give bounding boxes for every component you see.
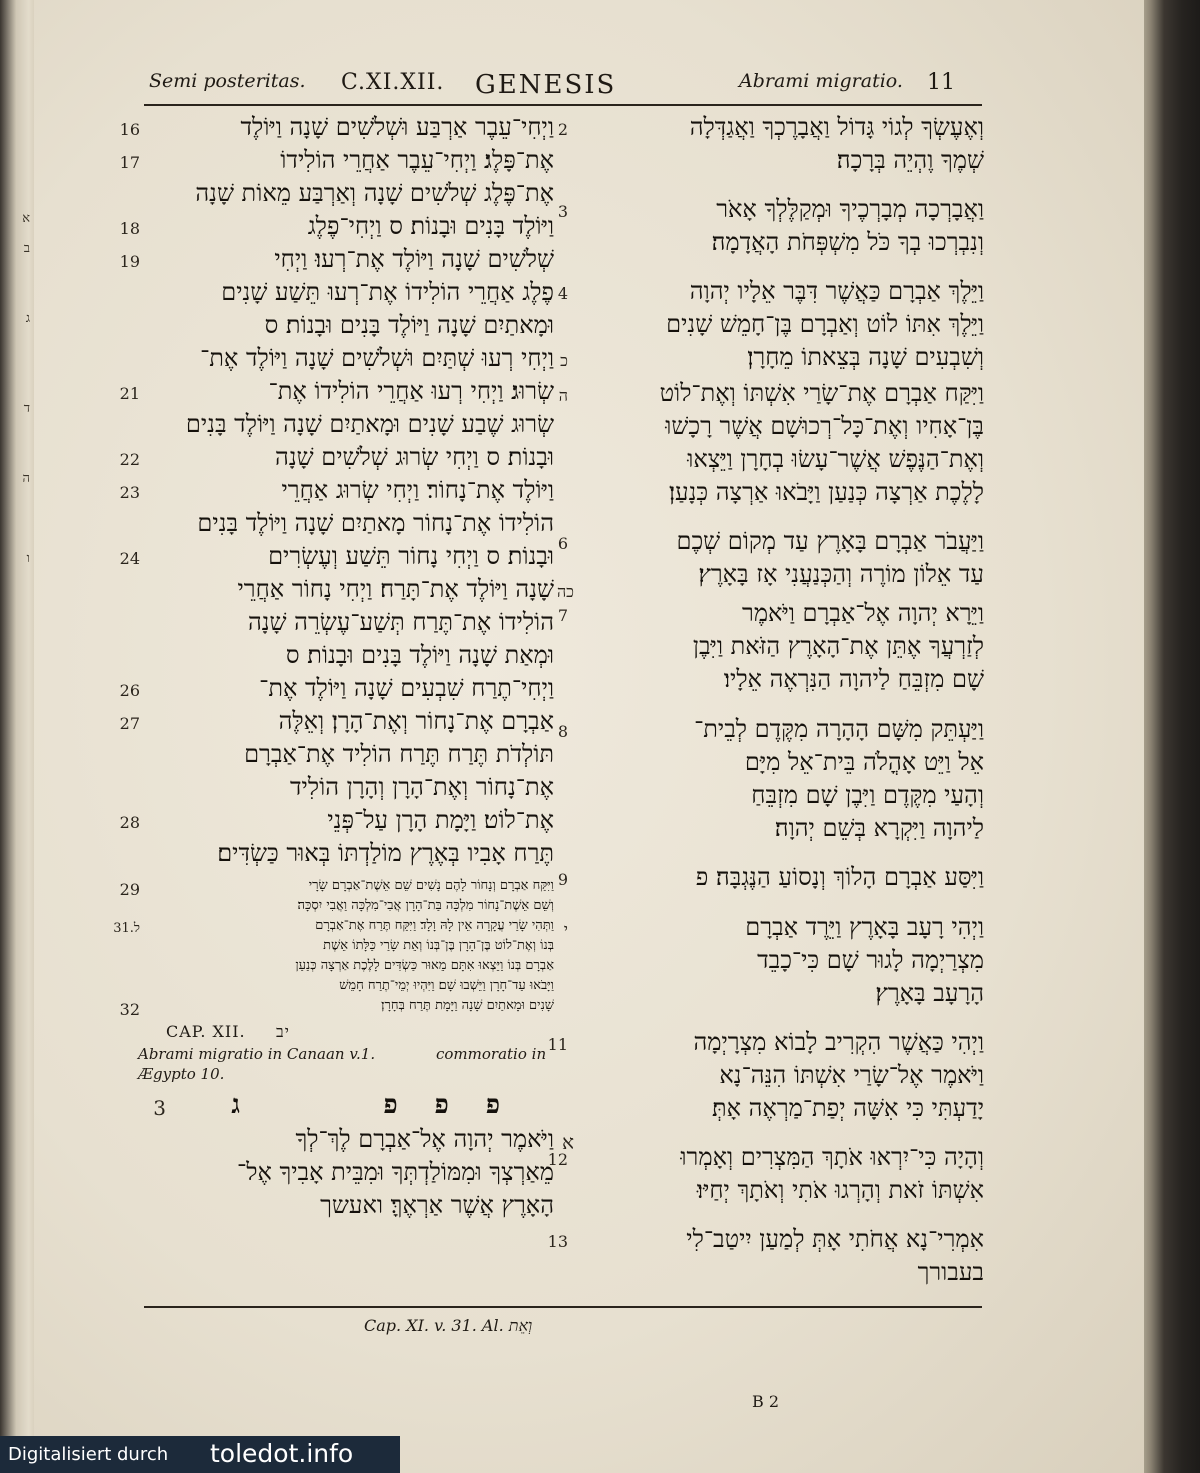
verse-number: 28 bbox=[119, 813, 140, 832]
text-line: וַיְחִי רְעוּ שְׁתַּיִם וּשְׁלֹשִׁים שָׁנָה וַיּוֹלֶד אֶת־ bbox=[200, 344, 554, 372]
text-line: הָרָעָב בָּאָרֶץ׃ bbox=[875, 979, 984, 1007]
book-spine-edge bbox=[1140, 0, 1200, 1473]
text-line: וַאֲבָרְכָה מְבָרְכֶיךָ וּמְקַלֶּלְךָ אָאֹר bbox=[716, 195, 984, 223]
text-line: הוֹלִידוֹ אֶת־נָחוֹר מָאתַיִם שָׁנָה וַיּוֹלֶד בָּנִים bbox=[197, 509, 554, 537]
text-line: עַד אֵלוֹן מוֹרֶה וְהַכְּנַעֲנִי אָז בָּאָרֶץ׃ bbox=[698, 560, 984, 588]
text-line: שְׁמֶךָ וֶהְיֵה בְּרָכָה׃ bbox=[836, 146, 984, 174]
parashah-marks: פ פ פ bbox=[383, 1090, 514, 1120]
text-line: וַיֹּאמֶר אֶל־שָׂרַי אִשְׁתּוֹ הִנֵּה־נָא bbox=[719, 1061, 984, 1089]
margin-mark: ד bbox=[23, 401, 30, 416]
small-text-line: וַתְּהִי שָׂרַי עֲקָרָה אֵין לָהּ וָלָד׃ וַיִּקַּח תֶּרַח אֶת־אַבְרָם bbox=[315, 918, 554, 933]
verse-number: 13 bbox=[547, 1232, 568, 1251]
header-rule bbox=[144, 104, 982, 106]
text-line: תֶּרַח אָבִיו בְּאֶרֶץ מוֹלַדְתּוֹ בְּאוּר כַּשְׂדִּים׃ bbox=[217, 839, 554, 867]
chapter-summary: Ægypto 10. bbox=[138, 1065, 225, 1083]
header-book-title: GENESIS bbox=[475, 70, 617, 100]
digitization-watermark[interactable] bbox=[0, 1436, 400, 1473]
verse-number: 12 bbox=[547, 1150, 568, 1169]
text-line: אֶת־נָחוֹר וְאֶת־הָרָן וְהָרָן הוֹלִיד bbox=[290, 773, 554, 801]
verse-number: 16 bbox=[119, 120, 140, 139]
verse-number: 18 bbox=[119, 219, 140, 238]
small-text-line: שָׁנִים וּמָאתַיִם שָׁנָה וַיָּמָת תֶּרַח בְּחָרָן׃ bbox=[381, 998, 554, 1013]
text-line: אֶת־פֶּלֶג שְׁלֹשִׁים שָׁנָה וְאַרְבַּע מֵאוֹת שָׁנָה bbox=[195, 179, 554, 207]
text-line: וְאֶעֶשְׂךָ לְגוֹי גָּדוֹל וַאֲבָרֶכְךָ וַאֲגַדְּלָה bbox=[689, 113, 984, 141]
verse-number: 17 bbox=[119, 153, 140, 172]
verse-number: 3 bbox=[153, 1096, 166, 1120]
header-right: Abrami migratio. bbox=[739, 70, 903, 92]
verse-number: כ bbox=[560, 351, 568, 370]
verse-number: 21 bbox=[119, 384, 140, 403]
text-line: וּבָנוֹת׃ ס וַיְחִי שְׂרוּג שְׁלֹשִׁים שָׁנָה bbox=[275, 443, 554, 471]
small-text-line: וַיִּקַּח אַבְרָם וְנָחוֹר לָהֶם נָשִׁים שֵׁם אֵשֶׁת־אַבְרָם שָׂרָי bbox=[308, 878, 554, 893]
verse-number: 8 bbox=[557, 722, 568, 741]
verse-number: 7 bbox=[557, 606, 568, 625]
book-page bbox=[34, 0, 1144, 1473]
margin-mark: ג bbox=[25, 311, 30, 326]
verse-number: 29 bbox=[119, 880, 140, 899]
text-line: וַיִּקַּח אַבְרָם אֶת־שָׂרַי אִשְׁתּוֹ וְאֶת־לוֹט bbox=[659, 379, 984, 407]
text-line: וַיִּסַּע אַבְרָם הָלוֹךְ וְנָסוֹעַ הַנֶּגְבָּה׃ פ bbox=[695, 863, 984, 891]
gimel-mark: ג bbox=[231, 1090, 254, 1120]
running-header bbox=[149, 70, 979, 108]
text-line: וְהָיָה כִּי־יִרְאוּ אֹתָךְ הַמִּצְרִים וְאָמְרוּ bbox=[680, 1143, 984, 1171]
text-line: תּוֹלְדֹת תֶּרַח תֶּרַח הוֹלִיד אֶת־אַבְרָם bbox=[244, 740, 554, 768]
verse-number: 9 bbox=[557, 870, 568, 889]
text-line: וְנִבְרְכוּ בְךָ כֹּל מִשְׁפְּחֹת הָאֲדָמָה׃ bbox=[711, 228, 984, 256]
verse-number: 26 bbox=[119, 681, 140, 700]
text-line: וַיַּעֲבֹר אַבְרָם בָּאָרֶץ עַד מְקוֹם שְׁכֶם bbox=[676, 527, 984, 555]
text-line: בֶּן־אָחִיו וְאֶת־כָּל־רְכוּשָׁם אֲשֶׁר רָכָשׁוּ bbox=[665, 412, 984, 440]
text-line: בעבורך bbox=[917, 1258, 984, 1286]
text-line: אִשְׁתּוֹ זֹאת וְהָרְגוּ אֹתִי וְאֹתָךְ יְחַיּוּ׃ bbox=[696, 1176, 984, 1204]
margin-mark: ה bbox=[22, 471, 30, 486]
margin-mark: א bbox=[22, 211, 30, 226]
text-line: וַיּוֹלֶד בָּנִים וּבָנוֹת׃ ס וַיְחִי־פֶלֶג bbox=[307, 212, 554, 240]
small-text-line: בְּנוֹ וְאֶת־לוֹט בֶּן־הָרָן בֶּן־בְּנוֹ וְאֵת שָׂרַי כַּלָּתוֹ אֵשֶׁת bbox=[323, 938, 554, 953]
chapter-summary: Abrami migratio in Canaan v.1. bbox=[138, 1045, 376, 1063]
verse-number: ל.31 bbox=[113, 921, 140, 936]
signature-mark: B 2 bbox=[752, 1392, 780, 1411]
verse-number: 19 bbox=[119, 252, 140, 271]
text-line: וּמָאתַיִם שָׁנָה וַיּוֹלֶד בָּנִים וּבָנוֹת׃ ס bbox=[264, 311, 554, 339]
text-line: וַיְחִי־עֵבֶר אַרְבַּע וּשְׁלֹשִׁים שָׁנָה וַיּוֹלֶד bbox=[240, 113, 554, 141]
text-line: הָאָרֶץ אֲשֶׁר אַרְאֶךָּ׃ ואעשך bbox=[320, 1191, 554, 1219]
left-page-edge bbox=[0, 0, 36, 1473]
text-line: וַיְהִי רָעָב בָּאָרֶץ וַיֵּרֶד אַבְרָם bbox=[745, 913, 984, 941]
text-line: פֶלֶג אַחֲרֵי הוֹלִידוֹ אֶת־רְעוּ תֵּשַׁע שָׁנִים bbox=[221, 278, 554, 306]
page-number: 11 bbox=[927, 70, 955, 95]
text-line: שְׁלֹשִׁים שָׁנָה וַיּוֹלֶד אֶת־רְעוּ׃ וַיְחִי bbox=[274, 245, 554, 273]
text-line: וַיֵּרָא יְהוָה אֶל־אַבְרָם וַיֹּאמֶר bbox=[742, 599, 984, 627]
text-line: אִמְרִי־נָא אֲחֹתִי אָתְּ לְמַעַן יִיטַב־לִי bbox=[686, 1225, 984, 1253]
text-line: וַיְהִי כַּאֲשֶׁר הִקְרִיב לָבוֹא מִצְרָיְמָה bbox=[693, 1028, 984, 1056]
text-line: לָלֶכֶת אַרְצָה כְּנַעַן וַיָּבֹאוּ אַרְצָה כְּנָעַן׃ bbox=[668, 478, 984, 506]
text-line: שְׂרוּג שֶׁבַע שָׁנִים וּמָאתַיִם שָׁנָה וַיּוֹלֶד בָּנִים bbox=[185, 410, 554, 438]
text-line: מִצְרַיְמָה לָגוּר שָׁם כִּי־כָבֵד bbox=[757, 946, 984, 974]
small-text-line: וְשֵׁם אֵשֶׁת־נָחוֹר מִלְכָּה בַּת־הָרָן אֲבִי־מִלְכָּה וַאֲבִי יִסְכָּה׃ bbox=[297, 898, 554, 913]
verse-number: 4 bbox=[557, 284, 568, 303]
text-line: שְׂרוּג׃ וַיְחִי רְעוּ אַחֲרֵי הוֹלִידוֹ אֶת־ bbox=[268, 377, 554, 405]
small-text-line: וַיָּבֹאוּ עַד־חָרָן וַיֵּשְׁבוּ שָׁם׃ וַיִּהְיוּ יְמֵי־תֶרַח חָמֵשׁ bbox=[339, 978, 554, 993]
margin-mark: ו bbox=[26, 551, 30, 566]
verse-number: 6 bbox=[557, 534, 568, 553]
text-line: אֶת־פָּלֶג׃ וַיְחִי־עֵבֶר אַחֲרֵי הוֹלִידוֹ bbox=[280, 146, 554, 174]
text-line: וַיְחִי־תֶרַח שִׁבְעִים שָׁנָה וַיּוֹלֶד אֶת־ bbox=[259, 674, 554, 702]
verse-number: א bbox=[561, 1130, 574, 1154]
verse-number: 23 bbox=[119, 483, 140, 502]
text-line: וַיֵּלֶךְ אַבְרָם כַּאֲשֶׁר דִּבֶּר אֵלָיו יְהוָה bbox=[689, 277, 984, 305]
margin-mark: ב bbox=[23, 241, 30, 256]
verse-number: ה bbox=[558, 386, 568, 405]
verse-number: י bbox=[563, 920, 568, 939]
verse-number: 32 bbox=[119, 1000, 140, 1019]
text-line: וּמְאַת שָׁנָה וַיּוֹלֶד בָּנִים וּבָנוֹת׃ ס bbox=[285, 641, 554, 669]
text-line: אֵל וַיֵּט אָהֳלֹה בֵּית־אֵל מִיָּם bbox=[744, 748, 984, 776]
text-line: וְהָעַי מִקֶּדֶם וַיִּבֶן שָׁם מִזְבֵּחַ bbox=[751, 781, 984, 809]
text-line: הוֹלִידוֹ אֶת־תֶּרַח תְּשַׁע־עֶשְׂרֵה שָׁנָה bbox=[247, 608, 554, 636]
verse-number: 2 bbox=[557, 120, 568, 139]
text-line: יָדַעְתִּי כִּי אִשָּׁה יְפַת־מַרְאֶה אָתְּ׃ bbox=[711, 1094, 984, 1122]
chapter-summary: commoratio in bbox=[436, 1045, 547, 1063]
text-line: שָׁנָה וַיּוֹלֶד אֶת־תָּרַח׃ וַיְחִי נָחוֹר אַחֲרֵי bbox=[237, 575, 554, 603]
watermark-site-link[interactable]: toledot.info bbox=[210, 1439, 354, 1468]
header-left: Semi posteritas. bbox=[149, 70, 306, 92]
text-line: אַבְרָם אֶת־נָחוֹר וְאֶת־הָרָן׃ וְאֵלֶּה bbox=[278, 707, 554, 735]
text-line: וְשִׁבְעִים שָׁנָה בְּצֵאתוֹ מֵחָרָן׃ bbox=[747, 343, 984, 371]
verse-number: 24 bbox=[119, 549, 140, 568]
text-line: וַיּוֹלֶד אֶת־נָחוֹר׃ וַיְחִי שְׂרוּג אַחֲרֵי bbox=[281, 476, 554, 504]
verse-number: 3 bbox=[557, 202, 568, 221]
small-text-line: אַבְרָם בְּנוֹ וַיֵּצְאוּ אִתָּם מֵאוּר כַּשְׂדִּים לָלֶכֶת אַרְצָה כְּנַעַן bbox=[295, 958, 554, 973]
text-line: אֶת־לוֹט׃ וַיָּמָת הָרָן עַל־פְּנֵי bbox=[327, 806, 554, 834]
text-line: וַיַּעְתֵּק מִשָּׁם הָהָרָה מִקֶּדֶם לְבֵית־ bbox=[694, 715, 984, 743]
text-line: שָׁם מִזְבֵּחַ לַיהוָה הַנִּרְאֶה אֵלָיו׃ bbox=[723, 665, 984, 693]
text-line: וַיֵּלֶךְ אִתּוֹ לוֹט וְאַבְרָם בֶּן־חָמֵשׁ שָׁנִים bbox=[666, 310, 984, 338]
verse-number: 22 bbox=[119, 450, 140, 469]
watermark-prefix: Digitalisiert durch bbox=[8, 1444, 169, 1465]
text-line: וּבָנוֹת׃ ס וַיְחִי נָחוֹר תֵּשַׁע וְעֶשְׂרִים bbox=[268, 542, 554, 570]
text-line: וְאֶת־הַנֶּפֶשׁ אֲשֶׁר־עָשׂוּ בְחָרָן וַיֵּצְאוּ bbox=[687, 445, 984, 473]
verse-number: כה bbox=[556, 582, 574, 601]
header-chapter: C.XI.XII. bbox=[341, 70, 445, 95]
chapter-title: CAP. XII. bbox=[166, 1022, 246, 1041]
text-line: לְזַרְעֲךָ אֶתֵּן אֶת־הָאָרֶץ הַזֹּאת וַיִּבֶן bbox=[692, 632, 984, 660]
text-line: וַיֹּאמֶר יְהוָה אֶל־אַבְרָם לֶךְ־לְךָ bbox=[295, 1125, 554, 1153]
catchword: Cap. XI. v. 31. Al. וְאֵת bbox=[364, 1316, 533, 1335]
verse-number: 27 bbox=[119, 714, 140, 733]
text-line: מֵאַרְצְךָ וּמִמּוֹלַדְתְּךָ וּמִבֵּית אָבִיךָ אֶל־ bbox=[237, 1158, 554, 1186]
footer-rule bbox=[144, 1306, 982, 1308]
verse-number: 11 bbox=[547, 1035, 568, 1054]
chapter-title-hebrew: יב bbox=[276, 1022, 290, 1041]
text-line: לַיהוָה וַיִּקְרָא בְּשֵׁם יְהוָה׃ bbox=[774, 814, 984, 842]
